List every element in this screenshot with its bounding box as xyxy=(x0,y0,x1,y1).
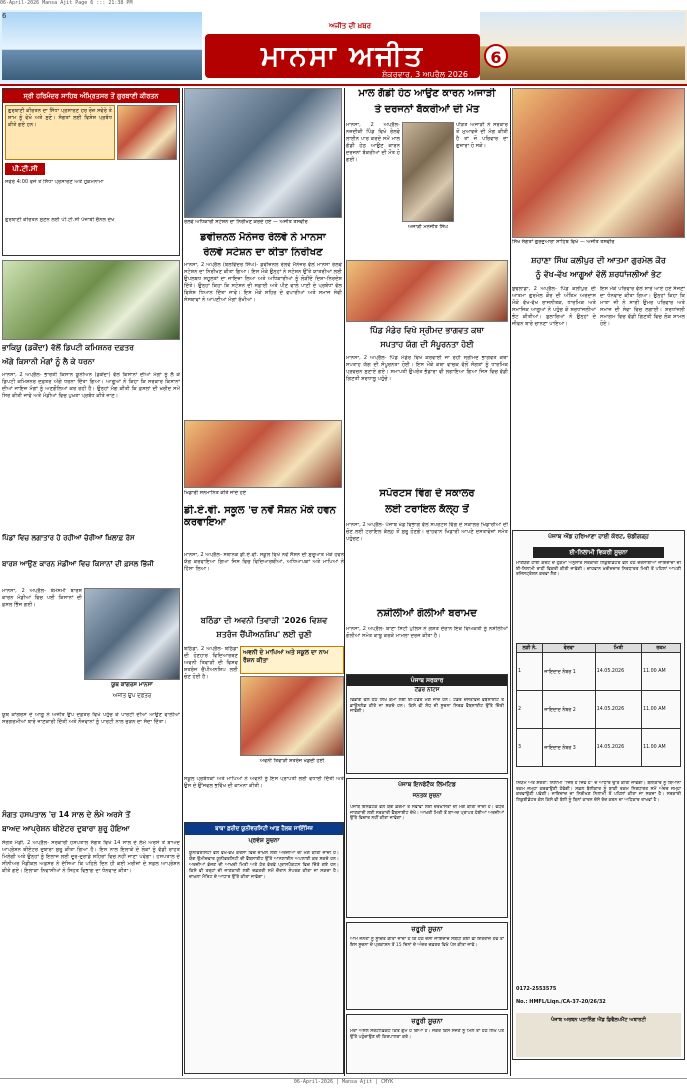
masthead-right-image xyxy=(480,12,685,80)
sports-headline-2: ਲਈ ਟਰਾਇਲ ਕੱਲ੍ਹ ਤੋਂ xyxy=(385,504,469,515)
table-row xyxy=(517,729,681,767)
hospital-headline-2: ਬਾਅਦ ਆਪ੍ਰੇਸ਼ਨ ਥੀਏਟਰ ਦੁਬਾਰਾ ਸ਼ੁਰੂ ਹੋਇਆ xyxy=(2,824,130,833)
table-cell: ਜਾਇਦਾਦ ਨੰਬਰ 2 xyxy=(543,691,595,729)
table-cell: 11.00 AM xyxy=(641,653,680,691)
court-ad-phone: 0172-2553575 xyxy=(516,986,557,992)
table-cell: ਜਾਇਦਾਦ ਨੰਬਰ 1 xyxy=(543,653,595,691)
court-ad-intro: ਮਾਣਯੋਗ ਹਾਈ ਕੋਰਟ ਦੇ ਹੁਕਮਾਂ ਅਨੁਸਾਰ ਸਰਕਾਰੀ ਲਿਕੁਈਡੇਟਰ ਵੱਲੋਂ ਹੇਠ ਦਰਸਾਈਆਂ ਜਾਇਦਾਦਾਂ ਦੀ ਈ-ਨਿਲਾਮੀ ਰਾਹੀਂ ਵਿਕਰੀ ਕੀਤੀ ਜਾਵੇਗੀ। ਚਾਹਵਾਨ ਖ਼ਰੀਦਦਾਰ ਨਿਰਧਾਰਤ ਮਿਤੀ ਤੋਂ ਪਹਿਲਾਂ ਆਪਣੀ ਰਜਿਸਟ੍ਰੇਸ਼ਨ ਕਰਵਾ ਲੈਣ। xyxy=(516,561,681,577)
table-cell: 14.05.2026 xyxy=(595,729,641,767)
rain-article-body: ਮਾਨਸਾ, 2 ਅਪ੍ਰੈਲ- ਬੇਮੌਸਮੀ ਬਾਰਸ਼ ਕਾਰਨ ਮੰਡੀਆਂ ਵਿਚ ਪਈ ਕਿਸਾਨਾਂ ਦੀ ਫ਼ਸਲ ਭਿੱਜ ਗਈ। xyxy=(2,588,82,608)
university-ad-sub: ਪ੍ਰਵੇਸ਼ ਸੂਚਨਾ xyxy=(248,837,280,844)
goats-article-col1: ਮਾਨਸਾ, 2 ਅਪ੍ਰੈਲ- ਨਜ਼ਦੀਕੀ ਪਿੰਡ ਵਿਖੇ ਰੇਲਵੇ ਲਾਈਨ ਪਾਰ ਕਰਦੇ ਸਮੇਂ ਮਾਲ ਗੱਡੀ ਹੇਠ ਆਉਣ ਕਾਰਨ ਦਰਜਨਾਂ ਬੱਕਰੀਆਂ ਦੀ ਮੌਤ ਹੋ ਗਈ। xyxy=(346,122,400,163)
goats-article-col3: ਪੀੜਤ ਅਜਾੜੀ ਨੇ ਸਰਕਾਰ ਤੋਂ ਮੁਆਵਜ਼ੇ ਦੀ ਮੰਗ ਕੀਤੀ ਹੈ ਤਾਂ ਜੋ ਪਰਿਵਾਰ ਦਾ ਗੁਜ਼ਾਰਾ ਹੋ ਸਕੇ। xyxy=(456,122,508,149)
katha-photo xyxy=(346,260,508,322)
table-row xyxy=(517,691,681,729)
gurdwara-gathering-photo xyxy=(512,88,685,238)
protest-sub-headline: ਪਿੰਡਾਂ ਵਿਚ ਲਗਾਤਾਰ ਹੋ ਰਹੀਆਂ ਚੋਰੀਆਂ ਖ਼ਿਲਾਫ਼ ਰੋਸ xyxy=(2,534,135,542)
urgent-ad-2-title: ਜ਼ਰੂਰੀ ਸੂਚਨਾ xyxy=(411,1017,443,1025)
youth-label-1: ਯੂਥ ਕਾਂਗਰਸ ਮਾਨਸਾ xyxy=(111,682,153,688)
court-table-header: ਵੇਰਵਾ xyxy=(543,644,595,653)
chess-inset-text: ਅਵਨੀ ਦੇ ਮਾਪਿਆਂ ਅਤੇ ਸਕੂਲ ਦਾ ਨਾਮ ਰੌਸ਼ਨ ਕੀਤਾ xyxy=(240,646,344,674)
kirtan-box xyxy=(2,88,180,256)
goats-headline-2: ਤੇ ਦਰਜਨਾਂ ਬੱਕਰੀਆਂ ਦੀ ਮੌਤ xyxy=(374,104,480,115)
hospital-headline-1: ਸੰਗਤ ਹਸਪਤਾਲ 'ਚ 14 ਸਾਲ ਦੇ ਲੰਮੇ ਅਰਸੇ ਤੋਂ xyxy=(2,810,131,819)
tender-ad-title: ਪੰਜਾਬ ਸਰਕਾਰ xyxy=(347,675,507,686)
court-table-header: ਰਕਮ xyxy=(641,644,680,653)
dav-article-body: ਮਾਨਸਾ, 2 ਅਪ੍ਰੈਲ- ਸਥਾਨਕ ਡੀ.ਏ.ਵੀ. ਸਕੂਲ ਵਿਖੇ ਨਵੇਂ ਸੈਸ਼ਨ ਦੀ ਸ਼ੁਰੂਆਤ ਮੌਕੇ ਹਵਨ ਯੱਗ ਕਰਵਾਇਆ ਗਿਆ ਜਿਸ ਵਿਚ ਵਿਦਿਆਰਥੀਆਂ, ਅਧਿਆਪਕਾਂ ਅਤੇ ਮਾਪਿਆਂ ਨੇ ਹਿੱਸਾ ਲਿਆ। xyxy=(184,552,344,572)
railway-article-body: ਮਾਨਸਾ, 2 ਅਪ੍ਰੈਲ (ਬਲਵਿੰਦਰ ਸਿੰਘ)- ਡਵੀਜ਼ਨਲ ਰੇਲਵੇ ਮੈਨੇਜਰ ਵੱਲੋਂ ਮਾਨਸਾ ਰੇਲਵੇ ਸਟੇਸ਼ਨ ਦਾ ਨਿਰੀਖਣ ਕੀਤਾ ਗਿਆ। ਇਸ ਮੌਕੇ ਉਨ੍ਹਾਂ ਨੇ ਸਟੇਸ਼ਨ ਉੱਤੇ ਯਾਤਰੀਆਂ ਲਈ ਉਪਲਬਧ ਸਹੂਲਤਾਂ ਦਾ ਜਾਇਜ਼ਾ ਲਿਆ ਅਤੇ ਅਧਿਕਾਰੀਆਂ ਨੂੰ ਲੋੜੀਂਦੇ ਦਿਸ਼ਾ-ਨਿਰਦੇਸ਼ ਦਿੱਤੇ। ਉਨ੍ਹਾਂ ਕਿਹਾ ਕਿ ਸਟੇਸ਼ਨ ਦੀ ਸਫ਼ਾਈ ਅਤੇ ਪੀਣ ਵਾਲੇ ਪਾਣੀ ਦੇ ਪ੍ਰਬੰਧਾਂ ਵੱਲ ਵਿਸ਼ੇਸ਼ ਧਿਆਨ ਦਿੱਤਾ ਜਾਵੇ। ਇਸ ਮੌਕੇ ਸ਼ਹਿਰ ਦੇ ਵਪਾਰੀਆਂ ਅਤੇ ਸਮਾਜ ਸੇਵੀ ਸੰਸਥਾਵਾਂ ਨੇ ਆਪਣੀਆਂ ਮੰਗਾਂ ਰੱਖੀਆਂ। xyxy=(184,262,342,303)
page-marker: 6 xyxy=(2,12,7,20)
chess-article-col1: ਬਠਿੰਡਾ, 2 ਅਪ੍ਰੈਲ- ਬਠਿੰਡਾ ਦੀ ਹੋਣਹਾਰ ਵਿਦਿਆਰਥਣ ਅਵਨੀ ਤਿਵਾੜੀ ਦੀ ਵਿਸ਼ਵ ਸ਼ਤਰੰਜ ਚੈਂਪੀਅਨਸ਼ਿਪ ਲਈ ਚੋਣ ਹੋਈ ਹੈ। xyxy=(184,646,238,680)
infotech-ad-title: ਪੰਜਾਬ ਇਨਫੋਟੈੱਕ ਲਿਮਟਿਡ xyxy=(398,781,456,788)
chess-headline-1: ਬਠਿੰਡਾ ਦੀ ਅਵਨੀ ਤਿਵਾੜੀ '2026 ਵਿਸ਼ਵ xyxy=(200,616,328,625)
tribute-headline-2: ਨੂੰ ਵੱਖ-ਵੱਖ ਆਗੂਆਂ ਵੱਲੋਂ ਸ਼ਰਧਾਂਜਲੀਆਂ ਭੇਟ xyxy=(535,270,662,279)
gurdwara-photo-caption: ਸਿੱਖ ਸੰਗਤਾਂ ਗੁਰਦੁਆਰਾ ਸਾਹਿਬ ਵਿਖੇ — ਅਜੀਤ ਤਸਵੀਰ xyxy=(512,239,615,245)
chess-player-photo xyxy=(240,676,344,756)
column-rule xyxy=(182,88,183,1076)
protest-headline-1: ਭਾਕਿਯੂ (ਡਕੌਂਦਾ) ਵੱਲੋਂ ਡਿਪਟੀ ਕਮਿਸ਼ਨਰ ਦਫ਼ਤਰ xyxy=(2,343,134,352)
masthead-title: ਮਾਨਸਾ ਅਜੀਤ xyxy=(205,34,480,78)
urgent-ad-1-body: ਆਮ ਜਨਤਾ ਨੂੰ ਸੂਚਿਤ ਕੀਤਾ ਜਾਂਦਾ ਹੈ ਕਿ ਹੇਠ ਦੱਸੀ ਜਾਇਦਾਦ ਸਬੰਧੀ ਕੋਈ ਵੀ ਇਤਰਾਜ਼ ਹੋਵੇ ਤਾਂ ਇਸ ਸੂਚਨਾ ਦੇ ਪ੍ਰਕਾਸ਼ਨ ਤੋਂ 15 ਦਿਨਾਂ ਦੇ ਅੰਦਰ ਦਫ਼ਤਰ ਵਿਖੇ ਪੇਸ਼ ਕੀਤਾ ਜਾਵੇ। xyxy=(350,937,504,948)
court-ad-title: ਪੰਜਾਬ ਐਂਡ ਹਰਿਆਣਾ ਹਾਈ ਕੋਰਟ, ਚੰਡੀਗੜ੍ਹ xyxy=(548,533,649,540)
youth-label-2: ਅਜੀਤ ਉਪ ਦਫ਼ਤਰ xyxy=(112,693,152,699)
kirtan-banner: ਸ੍ਰੀ ਹਰਿਮੰਦਰ ਸਾਹਿਬ ਅੰਮ੍ਰਿਤਸਰ ਤੋਂ ਗੁਰਬਾਣੀ ਕੀਰਤਨ xyxy=(3,89,179,103)
chess-photo-caption: ਅਵਨੀ ਤਿਵਾੜੀ ਸ਼ਤਰੰਜ ਖੇਡਦੀ ਹੋਈ xyxy=(259,758,325,764)
kirtan-note-2: ਗੁਰਬਾਣੀ ਕੀਰਤਨ ਸੁਣਨ ਲਈ ਪੀ.ਟੀ.ਸੀ ਪੰਜਾਬੀ ਚੈਨਲ ਦੇਖੋ xyxy=(5,217,115,223)
university-admission-ad xyxy=(184,822,344,1074)
railway-inspection-photo xyxy=(184,88,342,218)
tender-ad-body: ਵਿਭਾਗ ਵੱਲੋਂ ਹੇਠ ਲਿਖੇ ਕੰਮਾਂ ਲਈ ਈ-ਟੈਂਡਰ ਮੰਗੇ ਜਾਂਦੇ ਹਨ। ਟੈਂਡਰ ਦਸਤਾਵੇਜ਼ ਵੈੱਬਸਾਈਟ ਤੋਂ ਡਾਊਨਲੋਡ ਕੀਤੇ ਜਾ ਸਕਦੇ ਹਨ। ਕਿਸੇ ਵੀ ਸੋਧ ਦੀ ਸੂਚਨਾ ਸਿਰਫ਼ ਵੈੱਬਸਾਈਟ ਉੱਤੇ ਦਿੱਤੀ ਜਾਵੇਗੀ। xyxy=(350,698,504,714)
kirtan-text-box: ਗੁਰਬਾਣੀ ਕੀਰਤਨ ਦਾ ਸਿੱਧਾ ਪ੍ਰਸਾਰਣ ਹਰ ਰੋਜ਼ ਸਵੇਰੇ ਤੇ ਸ਼ਾਮ ਨੂੰ ਵੇਖੋ ਅਤੇ ਸੁਣੋ। ਸੰਗਤਾਂ ਲਈ ਵਿਸ਼ੇਸ਼ ਪ੍ਰਬੰਧ ਕੀਤੇ ਗਏ ਹਨ। xyxy=(5,105,115,160)
court-ad-terms: ਨਿਯਮ ਅਤੇ ਸ਼ਰਤਾਂ: ਨਿਲਾਮੀ "ਜਿੱਥੇ ਹੈ ਜਿਵੇਂ ਹੈ" ਦੇ ਆਧਾਰ ਉੱਤੇ ਕੀਤੀ ਜਾਵੇਗੀ। ਬੋਲੀਕਾਰ ਨੂੰ ਬਿਆਨਾ ਰਕਮ ਜਮ੍ਹਾ ਕਰਵਾਉਣੀ ਹੋਵੇਗੀ। ਸਫ਼ਲ ਬੋਲੀਕਾਰ ਨੂੰ ਬਾਕੀ ਰਕਮ ਨਿਰਧਾਰਤ ਸਮੇਂ ਅੰਦਰ ਜਮ੍ਹਾ ਕਰਵਾਉਣੀ ਪਵੇਗੀ। ਜਾਇਦਾਦ ਦਾ ਨਿਰੀਖਣ ਨਿਲਾਮੀ ਤੋਂ ਪਹਿਲਾਂ ਕੀਤਾ ਜਾ ਸਕਦਾ ਹੈ। ਸਰਕਾਰੀ ਲਿਕੁਈਡੇਟਰ ਕੋਲ ਕਿਸੇ ਵੀ ਬੋਲੀ ਨੂੰ ਬਿਨਾਂ ਕਾਰਨ ਦੱਸੇ ਰੱਦ ਕਰਨ ਦਾ ਅਧਿਕਾਰ ਰਾਖਵਾਂ ਹੈ। xyxy=(516,781,681,803)
masthead-tagline: ਅਜੀਤ ਦੀ ਖ਼ਬਰ xyxy=(329,22,371,30)
court-ad-ref-no: No.: HMFL/Liqn./CA-37-20/26/32 xyxy=(516,999,606,1005)
students-honour-photo xyxy=(184,420,342,488)
urgent-ad-2-body: ਮੇਰਾ ਅਸਲ ਸਰਟੀਫ਼ਿਕੇਟ ਕਿਤੇ ਗੁੰਮ ਹੋ ਗਿਆ ਹੈ। ਜੇਕਰ ਕਿਸੇ ਸੱਜਣ ਨੂੰ ਮਿਲੇ ਤਾਂ ਹੇਠ ਲਿਖੇ ਪਤੇ ਉੱਤੇ ਪਹੁੰਚਾਉਣ ਦੀ ਕਿਰਪਾਲਤਾ ਕਰੇ। xyxy=(350,1029,504,1040)
dav-headline: ਡੀ.ਏ.ਵੀ. ਸਕੂਲ 'ਚ ਨਵੇਂ ਸੈਸ਼ਨ ਮੌਕੇ ਹਵਨ ਕਰਵਾਇਆ xyxy=(184,505,336,528)
masthead-date: ਸ਼ੁੱਕਰਵਾਰ, 3 ਅਪ੍ਰੈਲ 2026 xyxy=(381,70,469,79)
table-cell: 11.00 AM xyxy=(641,691,680,729)
kirtan-note-1: ਸਵੇਰੇ 4:00 ਵਜੇ ਤੋਂ ਸਿੱਧਾ ਪ੍ਰਸਾਰਣ ਅਤੇ ਹੁਕਮਨਾਮਾ xyxy=(5,179,104,185)
railway-headline-2: ਰੇਲਵੇ ਸਟੇਸ਼ਨ ਦਾ ਕੀਤਾ ਨਿਰੀਖਣ xyxy=(203,247,323,258)
infotech-notice-ad xyxy=(346,778,508,918)
court-table-header: ਮਿਤੀ xyxy=(595,644,641,653)
university-ad-body: ਯੂਨੀਵਰਸਿਟੀ ਵੱਲੋਂ ਵੱਖ-ਵੱਖ ਕੋਰਸਾਂ ਵਿਚ ਦਾਖ਼ਲੇ ਲਈ ਅਰਜ਼ੀਆਂ ਦੀ ਮੰਗ ਕੀਤੀ ਜਾਂਦੀ ਹੈ। ਯੋਗ ਉਮੀਦਵਾਰ ਯੂਨੀਵਰਸਿਟੀ ਦੀ ਵੈੱਬਸਾਈਟ ਉੱਤੇ ਆਨਲਾਈਨ ਅਪਲਾਈ ਕਰ ਸਕਦੇ ਹਨ। ਅਰਜ਼ੀਆਂ ਭੇਜਣ ਦੀ ਆਖ਼ਰੀ ਮਿਤੀ ਅਤੇ ਹੋਰ ਵੇਰਵੇ ਪ੍ਰਾਸਪੈਕਟਸ ਵਿਚ ਦਿੱਤੇ ਗਏ ਹਨ। ਕਿਸੇ ਵੀ ਤਰ੍ਹਾਂ ਦੀ ਜਾਣਕਾਰੀ ਲਈ ਦਫ਼ਤਰੀ ਸਮੇਂ ਦੌਰਾਨ ਸੰਪਰਕ ਕੀਤਾ ਜਾ ਸਕਦਾ ਹੈ। ਦਾਖ਼ਲਾ ਮੈਰਿਟ ਦੇ ਆਧਾਰ ਉੱਤੇ ਕੀਤਾ ਜਾਵੇਗਾ। xyxy=(189,851,339,880)
tender-ad-sub: ਟੈਂਡਰ ਨੋਟਿਸ xyxy=(414,687,440,693)
print-footer: 06-April-2026 | Mansa Ajit | CMYK xyxy=(0,1078,687,1088)
court-table-header: ਲੜੀ ਨੰ. xyxy=(517,644,543,653)
goats-headline-1: ਮਾਲ ਗੱਡੀ ਹੇਠ ਆਉਣ ਕਾਰਨ ਅਜਾੜੀ xyxy=(358,88,496,99)
youth-leader-photo xyxy=(84,588,180,680)
ptc-label: ਪੀ.ਟੀ.ਸੀ xyxy=(5,163,45,175)
court-table-header-row xyxy=(517,644,681,653)
chess-article-body: ਸਕੂਲ ਪ੍ਰਬੰਧਕਾਂ ਅਤੇ ਮਾਪਿਆਂ ਨੇ ਅਵਨੀ ਨੂੰ ਇਸ ਪ੍ਰਾਪਤੀ ਲਈ ਵਧਾਈ ਦਿੱਤੀ ਅਤੇ ਉਸ ਦੇ ਉੱਜਵਲ ਭਵਿੱਖ ਦੀ ਕਾਮਨਾ ਕੀਤੀ। xyxy=(184,776,344,789)
puda-ad-title: ਪੰਜਾਬ ਅਰਬਨ ਪਲਾਨਿੰਗ ਐਂਡ ਡਿਵੈਲਪਮੈਂਟ ਅਥਾਰਟੀ xyxy=(516,1013,681,1057)
pills-article-body: ਮਾਨਸਾ, 2 ਅਪ੍ਰੈਲ- ਥਾਣਾ ਸਿਟੀ ਪੁਲਿਸ ਨੇ ਗਸ਼ਤ ਦੌਰਾਨ ਇਕ ਵਿਅਕਤੀ ਨੂੰ ਨਸ਼ੀਲੀਆਂ ਗੋਲੀਆਂ ਸਮੇਤ ਕਾਬੂ ਕਰਕੇ ਮਾਮਲਾ ਦਰਜ ਕੀਤਾ ਹੈ। xyxy=(346,626,508,639)
column-rule xyxy=(510,88,511,1076)
protest-article-body: ਮਾਨਸਾ, 2 ਅਪ੍ਰੈਲ- ਭਾਰਤੀ ਕਿਸਾਨ ਯੂਨੀਅਨ (ਡਕੌਂਦਾ) ਵੱਲੋਂ ਕਿਸਾਨਾਂ ਦੀਆਂ ਮੰਗਾਂ ਨੂੰ ਲੈ ਕੇ ਡਿਪਟੀ ਕਮਿਸ਼ਨਰ ਦਫ਼ਤਰ ਅੱਗੇ ਧਰਨਾ ਦਿੱਤਾ ਗਿਆ। ਆਗੂਆਂ ਨੇ ਕਿਹਾ ਕਿ ਸਰਕਾਰ ਕਿਸਾਨਾਂ ਦੀਆਂ ਜਾਇਜ਼ ਮੰਗਾਂ ਨੂੰ ਅਣਗੌਲਿਆਂ ਕਰ ਰਹੀ ਹੈ। ਉਨ੍ਹਾਂ ਮੰਗ ਕੀਤੀ ਕਿ ਫ਼ਸਲਾਂ ਦੀ ਖ਼ਰੀਦ ਸਮੇਂ ਸਿਰ ਕੀਤੀ ਜਾਵੇ ਅਤੇ ਮੰਡੀਆਂ ਵਿਚ ਪੁਖ਼ਤਾ ਪ੍ਰਬੰਧ ਕੀਤੇ ਜਾਣ। xyxy=(2,372,180,399)
students-photo-caption: ਖਿਡਾਰੀ ਸਨਮਾਨਿਤ ਕੀਤੇ ਜਾਂਦੇ ਹੋਏ xyxy=(184,490,247,496)
table-cell: 3 xyxy=(517,729,543,767)
katha-headline-2: ਸਪਤਾਹ ਯੱਗ ਦੀ ਸੰਪੂਰਨਤਾ ਹੋਈ xyxy=(380,340,474,349)
table-cell: 11.00 AM xyxy=(641,729,680,767)
farmers-protest-photo xyxy=(2,260,180,340)
urgent-notice-ad-1 xyxy=(346,922,508,1010)
infotech-ad-sub: ਜਨਤਕ ਸੂਚਨਾ xyxy=(412,793,442,799)
print-slug: 06-April-2026 Mansa Ajit Page 6 ::: 21:38 PM xyxy=(0,0,133,6)
katha-headline-1: ਪਿੰਡ ਮੰਡੇਰ ਵਿਖੇ ਸ੍ਰੀਮਦ ਭਾਗਵਤ ਕਥਾ xyxy=(370,326,484,335)
urgent-ad-1-title: ਜ਼ਰੂਰੀ ਸੂਚਨਾ xyxy=(411,925,443,933)
railway-headline-1: ਡਵੀਜ਼ਨਲ ਮੈਨੇਜਰ ਰੇਲਵੇ ਨੇ ਮਾਨਸਾ xyxy=(200,232,326,243)
goat-owner-portrait xyxy=(402,122,454,222)
tribute-headline-1: ਸ਼ਹਾਣਾ ਸਿੰਘ ਕਲੀਪੁਰ ਦੀ ਆਤਮਾ ਗੁਰਮੇਲ ਕੌਰ xyxy=(531,256,666,265)
katha-article-body: ਮਾਨਸਾ, 2 ਅਪ੍ਰੈਲ- ਪਿੰਡ ਮੰਡੇਰ ਵਿਖੇ ਕਰਵਾਈ ਜਾ ਰਹੀ ਸ੍ਰੀਮਦ ਭਾਗਵਤ ਕਥਾ ਸਪਤਾਹ ਯੱਗ ਦੀ ਸੰਪੂਰਨਤਾ ਹੋਈ। ਇਸ ਮੌਕੇ ਕਥਾ ਵਾਚਕ ਵੱਲੋਂ ਸੰਗਤਾਂ ਨੂੰ ਧਾਰਮਿਕ ਪ੍ਰਵਚਨ ਸੁਣਾਏ ਗਏ। ਸਮਾਪਤੀ ਉਪਰੰਤ ਭੰਡਾਰਾ ਵੀ ਲਗਾਇਆ ਗਿਆ ਜਿਸ ਵਿਚ ਵੱਡੀ ਗਿਣਤੀ ਸ਼ਰਧਾਲੂ ਪਹੁੰਚੇ। xyxy=(346,355,508,382)
court-auction-table xyxy=(516,643,681,767)
sports-headline-1: ਸਪੋਰਟਸ ਵਿੰਗ ਦੇ ਸਕਾਲਰ xyxy=(379,488,475,499)
court-ad-sub: ਈ-ਨਿਲਾਮੀ ਵਿਕਰੀ ਸੂਚਨਾ xyxy=(533,547,664,558)
hospital-article-body: ਸੰਗਤ ਮੰਡੀ, 2 ਅਪ੍ਰੈਲ- ਸਰਕਾਰੀ ਹਸਪਤਾਲ ਸੰਗਤ ਵਿਖੇ 14 ਸਾਲ ਦੇ ਲੰਮੇ ਅਰਸੇ ਤੋਂ ਬਾਅਦ ਆਪ੍ਰੇਸ਼ਨ ਥੀਏਟਰ ਦੁਬਾਰਾ ਸ਼ੁਰੂ ਕੀਤਾ ਗਿਆ ਹੈ। ਇਸ ਨਾਲ ਇਲਾਕੇ ਦੇ ਲੋਕਾਂ ਨੂੰ ਵੱਡੀ ਰਾਹਤ ਮਿਲੇਗੀ ਅਤੇ ਉਨ੍ਹਾਂ ਨੂੰ ਇਲਾਜ ਲਈ ਦੂਰ-ਦੁਰਾਡੇ ਸ਼ਹਿਰਾਂ ਵਿਚ ਨਹੀਂ ਜਾਣਾ ਪਵੇਗਾ। ਹਸਪਤਾਲ ਦੇ ਸੀਨੀਅਰ ਮੈਡੀਕਲ ਅਫ਼ਸਰ ਨੇ ਦੱਸਿਆ ਕਿ ਪਹਿਲੇ ਦਿਨ ਹੀ ਕਈ ਮਰੀਜ਼ਾਂ ਦੇ ਸਫ਼ਲ ਆਪ੍ਰੇਸ਼ਨ ਕੀਤੇ ਗਏ। ਇਲਾਕਾ ਨਿਵਾਸੀਆਂ ਨੇ ਸਿਹਤ ਵਿਭਾਗ ਦਾ ਧੰਨਵਾਦ ਕੀਤਾ। xyxy=(2,840,180,874)
table-row xyxy=(517,653,681,691)
tribute-article-col1: ਬੁਢਲਾਡਾ, 2 ਅਪ੍ਰੈਲ- ਪਿੰਡ ਕਲੀਪੁਰ ਦੀ ਆਤਮਾ ਗੁਰਮੇਲ ਕੌਰ ਦੀ ਅੰਤਿਮ ਅਰਦਾਸ ਮੌਕੇ ਵੱਖ-ਵੱਖ ਰਾਜਨੀਤਕ, ਧਾਰਮਿਕ ਅਤੇ ਸਮਾਜਿਕ ਆਗੂਆਂ ਨੇ ਪਹੁੰਚ ਕੇ ਸ਼ਰਧਾਂਜਲੀਆਂ ਭੇਟ ਕੀਤੀਆਂ। ਬੁਲਾਰਿਆਂ ਨੇ ਉਨ੍ਹਾਂ ਦੇ ਜੀਵਨ ਬਾਰੇ ਚਾਨਣਾ ਪਾਇਆ। xyxy=(512,286,596,327)
table-cell: 1 xyxy=(517,653,543,691)
portrait-caption: ਅਜਾੜੀ ਮਨਜੀਤ ਸਿੰਘ xyxy=(408,224,448,230)
table-cell: ਜਾਇਦਾਦ ਨੰਬਰ 3 xyxy=(543,729,595,767)
chess-headline-2: ਸ਼ਤਰੰਜ ਚੈਂਪੀਅਨਸ਼ਿਪ' ਲਈ ਚੁਣੀ xyxy=(216,630,312,639)
tender-notice-ad xyxy=(346,674,508,774)
pills-headline: ਨਸ਼ੀਲੀਆਂ ਗੋਲੀਆਂ ਬਰਾਮਦ xyxy=(377,608,477,619)
infotech-ad-body: ਪੰਜਾਬ ਇਨਫੋਟੈੱਕ ਵੱਲੋਂ ਯੋਗ ਫ਼ਰਮਾਂ ਤੋਂ ਸੇਵਾਵਾਂ ਲਈ ਦਰਖ਼ਾਸਤਾਂ ਦੀ ਮੰਗ ਕੀਤੀ ਜਾਂਦੀ ਹੈ। ਵਧੇਰੇ ਜਾਣਕਾਰੀ ਲਈ ਸਰਕਾਰੀ ਵੈੱਬਸਾਈਟ ਦੇਖੋ। ਆਖ਼ਰੀ ਮਿਤੀ ਤੋਂ ਬਾਅਦ ਪ੍ਰਾਪਤ ਹੋਈਆਂ ਅਰਜ਼ੀਆਂ ਉੱਤੇ ਵਿਚਾਰ ਨਹੀਂ ਕੀਤਾ ਜਾਵੇਗਾ। xyxy=(350,805,504,821)
table-cell: 14.05.2026 xyxy=(595,691,641,729)
university-ad-title: ਬਾਬਾ ਫ਼ਰੀਦ ਯੂਨੀਵਰਸਿਟੀ ਆਫ਼ ਹੈਲਥ ਸਾਇੰਸਿਜ਼ xyxy=(185,823,343,835)
protest-headline-2: ਅੱਗੇ ਕਿਸਾਨੀ ਮੰਗਾਂ ਨੂੰ ਲੈ ਕੇ ਧਰਨਾ xyxy=(2,357,95,366)
table-cell: 14.05.2026 xyxy=(595,653,641,691)
youth-article-body: ਯੂਥ ਕਾਂਗਰਸ ਦੇ ਆਗੂ ਨੇ ਅਜੀਤ ਉਪ ਦਫ਼ਤਰ ਵਿਖੇ ਪਹੁੰਚ ਕੇ ਪਾਰਟੀ ਦੀਆਂ ਆਉਣ ਵਾਲੀਆਂ ਸਰਗਰਮੀਆਂ ਬਾਰੇ ਜਾਣਕਾਰੀ ਦਿੱਤੀ ਅਤੇ ਨੌਜਵਾਨਾਂ ਨੂੰ ਪਾਰਟੀ ਨਾਲ ਜੁੜਨ ਦਾ ਸੱਦਾ ਦਿੱਤਾ। xyxy=(2,712,180,725)
golden-temple-photo xyxy=(117,105,177,160)
sports-article-body: ਮਾਨਸਾ, 2 ਅਪ੍ਰੈਲ- ਪੰਜਾਬ ਖੇਡ ਵਿਭਾਗ ਵੱਲੋਂ ਸਪੋਰਟਸ ਵਿੰਗ ਦੇ ਸਕਾਲਰ ਖਿਡਾਰੀਆਂ ਦੀ ਚੋਣ ਲਈ ਟਰਾਇਲ ਕੱਲ੍ਹ ਤੋਂ ਸ਼ੁਰੂ ਹੋਣਗੇ। ਚਾਹਵਾਨ ਖਿਡਾਰੀ ਆਪਣੇ ਦਸਤਾਵੇਜ਼ਾਂ ਸਮੇਤ ਪਹੁੰਚਣ। xyxy=(346,522,508,542)
masthead-left-image xyxy=(2,12,202,80)
page-number: 6 xyxy=(484,44,508,68)
table-cell: 2 xyxy=(517,691,543,729)
column-rule xyxy=(344,88,345,1076)
rain-headline: ਬਾਰਸ਼ ਆਉਣ ਕਾਰਨ ਮੰਡੀਆਂ ਵਿਚ ਕਿਸਾਨਾਂ ਦੀ ਫ਼ਸਲ ਭਿੱਜੀ xyxy=(2,560,154,568)
high-court-auction-ad xyxy=(512,530,685,1060)
urgent-notice-ad-2 xyxy=(346,1014,508,1074)
railway-photo-caption: ਰੇਲਵੇ ਅਧਿਕਾਰੀ ਸਟੇਸ਼ਨ ਦਾ ਨਿਰੀਖਣ ਕਰਦੇ ਹੋਏ — ਅਜੀਤ ਤਸਵੀਰ xyxy=(184,219,308,225)
tribute-article-col2: ਇਸ ਮੌਕੇ ਪਰਿਵਾਰ ਵੱਲੋਂ ਸਾਰੇ ਆਏ ਹੋਏ ਸੱਜਣਾਂ ਦਾ ਧੰਨਵਾਦ ਕੀਤਾ ਗਿਆ। ਉਨ੍ਹਾਂ ਕਿਹਾ ਕਿ ਮਾਤਾ ਜੀ ਨੇ ਸਾਰੀ ਉਮਰ ਪਰਿਵਾਰ ਅਤੇ ਸਮਾਜ ਦੀ ਸੇਵਾ ਵਿਚ ਲਗਾਈ। ਸ਼ਰਧਾਂਜਲੀ ਸਮਾਗਮ ਵਿਚ ਵੱਡੀ ਗਿਣਤੀ ਵਿਚ ਲੋਕ ਸ਼ਾਮਲ ਹੋਏ। xyxy=(600,286,685,327)
